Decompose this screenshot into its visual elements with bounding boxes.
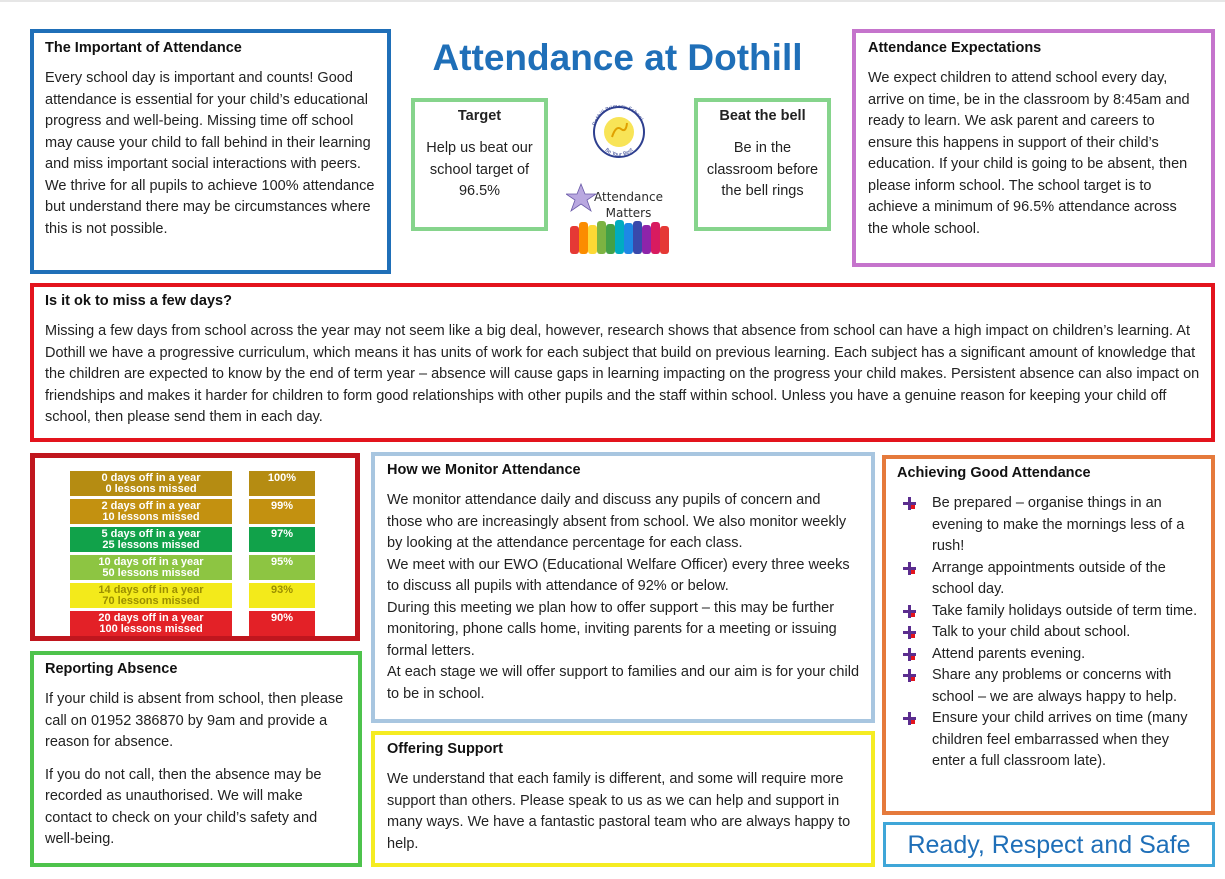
lessons-missed-label: 10 lessons missed xyxy=(102,510,200,523)
days-off-cell xyxy=(70,499,232,524)
achieving-item-text: Take family holidays outside of term time. xyxy=(932,602,1198,619)
reporting-body xyxy=(45,689,347,851)
reporting-paragraph: If your child is absent from school, then please call on 01952 386870 by 9am and provide a reason for absence. xyxy=(45,691,344,750)
bullet-arrow-icon xyxy=(903,605,916,618)
achieving-item-text: Arrange appointments outside of the school day. xyxy=(932,559,1166,597)
target-panel xyxy=(411,98,548,231)
importance-panel xyxy=(30,29,391,274)
missing-days-panel xyxy=(30,283,1215,442)
support-heading: Offering Support xyxy=(387,741,503,757)
bell-heading: Beat the bell xyxy=(719,108,806,124)
days-off-label: 14 days off in a year xyxy=(98,583,204,596)
achieving-item-text: Ensure your child arrives on time (many children feel embarrassed when they enter a full classroom late). xyxy=(932,710,1188,769)
lessons-missed-label: 25 lessons missed xyxy=(102,538,200,551)
attendance-percent-cell: 95% xyxy=(249,555,315,580)
reporting-paragraph: If you do not call, then the absence may be recorded as unauthorised. We will make contact to check on your child’s safety and well-being. xyxy=(45,766,322,847)
expectations-heading: Attendance Expectations xyxy=(868,40,1042,56)
attendance-table xyxy=(70,468,315,639)
days-off-label: 5 days off in a year xyxy=(101,527,201,540)
achieving-list-item xyxy=(897,644,1200,666)
days-off-cell xyxy=(70,555,232,580)
missing-days-heading: Is it ok to miss a few days? xyxy=(45,293,232,309)
days-off-label: 2 days off in a year xyxy=(101,499,201,512)
importance-heading: The Important of Attendance xyxy=(45,40,242,56)
achieving-list-item xyxy=(897,558,1200,601)
target-body: Help us beat our school target of 96.5% xyxy=(426,140,533,199)
attendance-table-row xyxy=(70,611,315,636)
monitoring-paragraph: During this meeting we plan how to offer support – this may be further monitoring, phone calls home, inviting parents for a meeting or issuing formal letters. xyxy=(387,599,837,659)
bell-body: Be in the classroom before the bell rings xyxy=(706,140,819,199)
lessons-missed-label: 0 lessons missed xyxy=(105,482,197,495)
attendance-percent-cell: 100% xyxy=(249,471,315,496)
achieving-list-item xyxy=(897,708,1200,773)
matters-line2: Matters xyxy=(605,206,652,220)
support-panel xyxy=(371,731,875,867)
attendance-percent-cell: 93% xyxy=(249,583,315,608)
monitoring-paragraph: At each stage we will offer support to families and our aim is for your child to be in school. xyxy=(387,664,860,702)
attendance-percent-cell: 99% xyxy=(249,499,315,524)
missing-days-body: Missing a few days from school across the year may not seem like a big deal, however, research shows that absence from school can have a high impact on children’s learning. At Dothill we have a progressive curriculum, which means it has units of work for each subject that build on previous learning. Each subject has a significant amount of knowledge that the children are expected to know by the end of term year – absence will cause gaps in learning impacting on the progress your child makes. Persistent absence can also impact on friendships and makes it harder for children to form good relationships with other pupils and the staff within school. Unless you have a genuine reason for keeping your child off school, then please send them in each day. xyxy=(45,323,1200,425)
achieving-list-item xyxy=(897,622,1200,644)
lessons-missed-label: 50 lessons missed xyxy=(102,566,200,579)
monitoring-body xyxy=(387,490,859,705)
attendance-matters-text xyxy=(576,189,681,221)
achieving-list-item xyxy=(897,601,1200,623)
support-body: We understand that each family is different, and some will require more support than others. Please speak to us as we can help and support in many ways. We have a fantastic pastoral team who are always happy to help. xyxy=(387,771,851,852)
days-off-label: 0 days off in a year xyxy=(101,471,201,484)
achieving-list-item xyxy=(897,665,1200,708)
reporting-panel xyxy=(30,651,362,867)
logo-bottom-text: Be Your Best xyxy=(603,147,635,159)
achieving-item-text: Talk to your child about school. xyxy=(932,624,1131,640)
expectations-body: We expect children to attend school every day, arrive on time, be in the classroom by 8:45am and ready to learn. We ask parent and careers to ensure this happens in support of their child’s education. If your child is going to be absent, then please inform school. The school target is to achieve a minimum of 96.5% attendance across the whole school. xyxy=(868,70,1190,237)
days-off-label: 20 days off in a year xyxy=(98,611,204,624)
motto-text: Ready, Respect and Safe xyxy=(907,831,1191,859)
motto-panel xyxy=(883,822,1215,867)
days-off-label: 10 days off in a year xyxy=(98,555,204,568)
top-divider xyxy=(0,0,1225,2)
school-logo xyxy=(585,104,653,159)
bullet-arrow-icon xyxy=(903,669,916,682)
attendance-table-row xyxy=(70,471,315,496)
bullet-arrow-icon xyxy=(903,712,916,725)
attendance-percent-cell: 90% xyxy=(249,611,315,636)
attendance-impact-panel xyxy=(30,453,360,641)
bullet-arrow-icon xyxy=(903,562,916,575)
importance-body: Every school day is important and counts! Good attendance is essential for your child’s educational progress and well-being. Missing time off school may cause your child to fall behind in their learning and miss important social interactions with peers. We thrive for all pupils to achieve 100% attendance but understand there may be circumstances where this is not possible. xyxy=(45,70,375,237)
attendance-percent-cell: 97% xyxy=(249,527,315,552)
achieving-item-text: Be prepared – organise things in an evening to make the mornings less of a rush! xyxy=(932,495,1185,554)
bullet-arrow-icon xyxy=(903,626,916,639)
attendance-table-row xyxy=(70,555,315,580)
hands-icon xyxy=(570,220,669,254)
days-off-cell xyxy=(70,611,232,636)
monitoring-panel xyxy=(371,452,875,723)
days-off-cell xyxy=(70,583,232,608)
achieving-heading: Achieving Good Attendance xyxy=(897,465,1091,481)
beat-the-bell-panel xyxy=(694,98,831,231)
days-off-cell xyxy=(70,471,232,496)
monitoring-paragraph: We meet with our EWO (Educational Welfare Officer) every three weeks to discuss all pupils with attendance of 92% or below. xyxy=(387,556,850,594)
reporting-heading: Reporting Absence xyxy=(45,661,178,677)
attendance-table-row xyxy=(70,583,315,608)
days-off-cell xyxy=(70,527,232,552)
achieving-list xyxy=(897,493,1200,773)
lessons-missed-label: 100 lessons missed xyxy=(99,622,203,635)
expectations-panel xyxy=(852,29,1215,267)
achieving-panel xyxy=(882,455,1215,815)
achieving-item-text: Attend parents evening. xyxy=(932,645,1086,662)
page-title: Attendance at Dothill xyxy=(432,37,803,78)
achieving-list-item xyxy=(897,493,1200,558)
matters-line1: Attendance xyxy=(594,190,663,204)
monitoring-paragraph: We monitor attendance daily and discuss any pupils of concern and those who are increasingly absent from school. We also monitor weekly by looking at the attendance percentage for each class. xyxy=(387,492,847,551)
target-heading: Target xyxy=(457,108,502,124)
monitoring-heading: How we Monitor Attendance xyxy=(387,462,581,478)
bullet-arrow-icon xyxy=(903,648,916,661)
attendance-table-row xyxy=(70,527,315,552)
attendance-table-row xyxy=(70,499,315,524)
achieving-item-text: Share any problems or concerns with school – we are always happy to help. xyxy=(932,667,1178,705)
bullet-arrow-icon xyxy=(903,497,916,510)
lessons-missed-label: 70 lessons missed xyxy=(102,594,200,607)
logo-top-text: Dothill Primary School xyxy=(591,104,644,127)
